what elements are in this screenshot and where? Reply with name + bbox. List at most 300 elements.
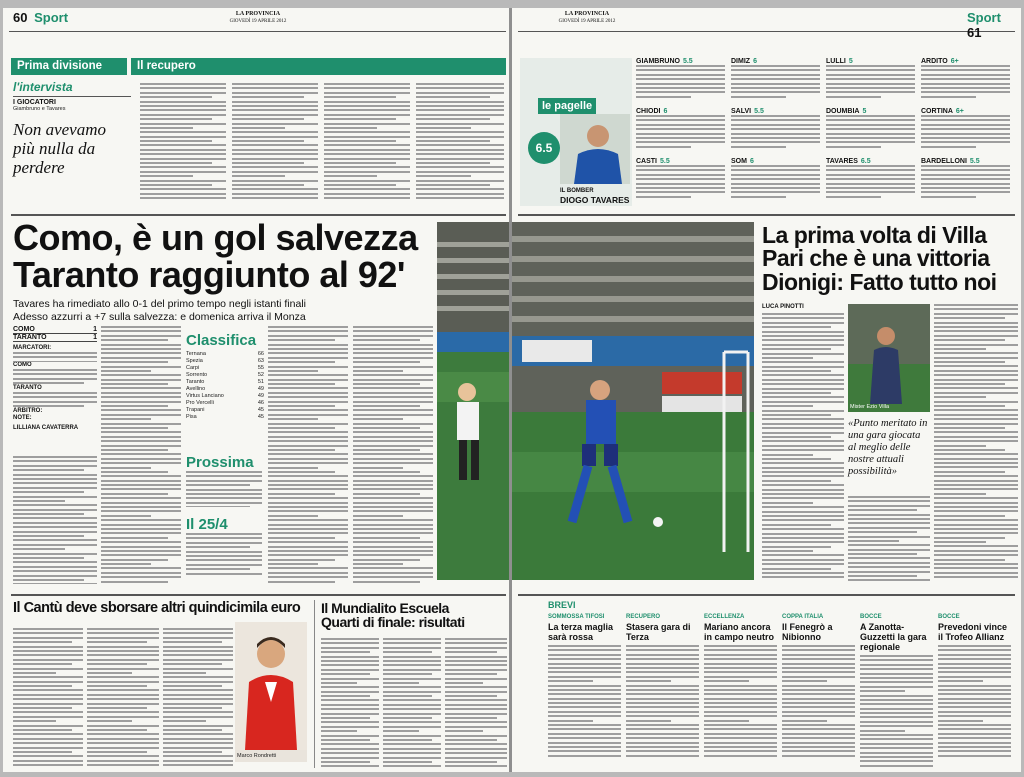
grade-heading: [826, 58, 915, 65]
text-line: [383, 686, 441, 688]
text-line: [163, 716, 233, 718]
portrait-caption: Marco Rondretti: [237, 753, 277, 759]
text-line: [87, 747, 159, 749]
text-line: [101, 374, 181, 376]
text-line: [938, 693, 1011, 695]
text-line: [934, 545, 1018, 547]
text-line: [163, 733, 233, 735]
text-line: [101, 414, 181, 416]
text-line: [636, 91, 725, 93]
text-line: [13, 405, 84, 407]
text-line: [626, 742, 699, 744]
next-round-text: [186, 471, 262, 507]
brief-text: [860, 655, 933, 772]
brief-kicker: RECUPERO: [626, 614, 661, 620]
text-line: [101, 405, 168, 407]
text-line: [321, 748, 379, 750]
text-line: [101, 409, 181, 411]
text-line: [782, 711, 855, 713]
text-line: [731, 115, 820, 117]
text-line: [548, 658, 621, 660]
text-line: [782, 706, 855, 708]
standings-points: 55: [257, 365, 264, 371]
text-line: [87, 650, 159, 652]
text-line: [626, 676, 699, 678]
text-line: [232, 197, 318, 199]
text-line: [445, 739, 497, 741]
text-line: [762, 440, 844, 442]
text-line: [826, 191, 915, 193]
text-line: [782, 733, 855, 735]
cantu-text: [163, 628, 233, 768]
text-line: [268, 339, 335, 341]
text-line: [762, 471, 844, 473]
text-line: [163, 659, 233, 661]
text-line: [268, 572, 348, 574]
text-line: [383, 704, 441, 706]
text-line: [87, 685, 147, 687]
text-line: [934, 365, 1018, 367]
topic-strap: [131, 58, 506, 75]
text-line: [782, 676, 855, 678]
text-line: [860, 743, 933, 745]
topic-label: Il recupero: [137, 60, 196, 72]
text-line: [383, 761, 432, 763]
text-line: [826, 65, 915, 67]
text-line: [186, 537, 262, 539]
match-photo: [512, 222, 754, 580]
text-line: [232, 136, 318, 138]
text-line: [324, 87, 410, 89]
text-line: [232, 188, 318, 190]
text-line: [353, 414, 433, 416]
standings-row: [186, 358, 264, 365]
text-line: [731, 96, 786, 98]
text-line: [353, 502, 433, 504]
text-line: [232, 175, 285, 177]
text-line: [140, 171, 226, 173]
text-line: [268, 357, 348, 359]
text-line: [731, 183, 820, 185]
text-line: [186, 506, 250, 507]
text-line: [353, 546, 433, 548]
league-label: Prima divisione: [17, 60, 103, 72]
text-line: [860, 716, 933, 718]
text-line: [13, 707, 72, 709]
text-line: [383, 735, 441, 737]
standings-points: 46: [257, 400, 264, 406]
text-line: [445, 656, 507, 658]
ratings-feature: [520, 58, 632, 206]
text-line: [353, 515, 403, 517]
text-line: [101, 392, 181, 394]
text-line: [186, 542, 262, 544]
text-line: [321, 699, 379, 701]
text-line: [921, 165, 1010, 167]
text-line: [101, 418, 151, 420]
text-line: [163, 646, 233, 648]
text-line: [101, 554, 181, 556]
text-line: [13, 535, 84, 537]
text-line: [762, 462, 844, 464]
interview-box: [13, 80, 131, 206]
text-line: [445, 699, 507, 701]
text-line: [353, 374, 433, 376]
text-line: [321, 761, 370, 763]
score-row-away: [13, 334, 97, 342]
cantu-text: [87, 628, 159, 768]
text-line: [704, 720, 749, 722]
text-line: [383, 664, 441, 666]
text-line: [548, 680, 593, 682]
text-line: [232, 184, 304, 186]
text-line: [353, 401, 433, 403]
text-line: [163, 654, 233, 656]
text-line: [934, 330, 1018, 332]
text-line: [101, 453, 181, 455]
text-line: [731, 78, 820, 80]
text-line: [268, 563, 318, 565]
text-line: [13, 747, 83, 749]
text-line: [353, 453, 433, 455]
text-line: [782, 680, 827, 682]
text-line: [860, 681, 933, 683]
text-line: [353, 418, 403, 420]
text-line: [826, 169, 915, 171]
text-line: [731, 141, 820, 143]
standings-row: [186, 372, 264, 379]
text-line: [921, 183, 1010, 185]
grade-player: BARDELLONI: [921, 158, 967, 165]
text-line: [163, 663, 222, 665]
text-line: [232, 149, 318, 151]
text-line: [268, 370, 318, 372]
standings-team: Carpi: [186, 365, 200, 371]
text-line: [13, 544, 97, 546]
text-line: [268, 458, 348, 460]
grade-entry: [826, 108, 915, 153]
text-line: [921, 191, 1010, 193]
away-team: TARANTO: [13, 334, 47, 341]
text-line: [762, 317, 844, 319]
brief-text: [626, 645, 699, 763]
text-line: [848, 509, 917, 511]
text-line: [938, 711, 1011, 713]
text-line: [383, 699, 441, 701]
text-line: [731, 165, 820, 167]
text-line: [383, 713, 441, 715]
text-line: [186, 497, 262, 499]
league-strap: [11, 58, 127, 75]
text-line: [762, 418, 844, 420]
text-line: [101, 339, 168, 341]
text-line: [704, 680, 749, 682]
lineup-text-away: [13, 392, 97, 408]
text-line: [268, 396, 348, 398]
text-line: [445, 669, 507, 671]
text-line: [13, 676, 83, 678]
article-byline: LILLIANA CAVATERRA: [13, 425, 79, 431]
text-line: [938, 742, 1011, 744]
scorers-text: [13, 352, 97, 362]
text-line: [934, 344, 1018, 346]
text-line: [762, 559, 844, 561]
text-line: [353, 484, 433, 486]
bottom-divider: [11, 594, 506, 596]
text-line: [938, 676, 1011, 678]
text-line: [762, 353, 844, 355]
text-line: [445, 642, 507, 644]
text-line: [101, 550, 181, 552]
grade-text: [731, 165, 820, 203]
home-team: COMO: [13, 326, 35, 333]
text-line: [268, 427, 335, 429]
text-line: [383, 717, 432, 719]
match-photo-left: [437, 222, 512, 580]
text-line: [163, 764, 233, 766]
text-line: [87, 738, 159, 740]
text-line: [163, 637, 233, 639]
brief-item: [938, 614, 1011, 763]
grade-text: [731, 115, 820, 153]
text-line: [548, 685, 621, 687]
text-line: [232, 144, 318, 146]
text-line: [826, 119, 915, 121]
text-line: [826, 178, 915, 180]
text-line: [762, 445, 844, 447]
text-line: [13, 553, 97, 555]
text-line: [324, 184, 396, 186]
text-line: [324, 127, 377, 129]
text-line: [704, 702, 777, 704]
text-line: [934, 418, 1018, 420]
text-line: [101, 445, 181, 447]
text-line: [101, 488, 181, 490]
text-line: [921, 124, 1010, 126]
text-line: [416, 96, 490, 98]
text-line: [548, 667, 621, 669]
text-line: [232, 140, 304, 142]
text-line: [383, 752, 441, 754]
masthead: [532, 11, 642, 25]
grade-value: 6: [749, 158, 754, 165]
text-line: [762, 537, 844, 539]
text-line: [636, 141, 725, 143]
grade-heading: [636, 158, 725, 165]
text-line: [268, 445, 348, 447]
text-line: [416, 188, 504, 190]
brief-title: Il Fenegrò a Nibionno: [782, 622, 833, 642]
text-line: [860, 730, 905, 732]
text-line: [87, 632, 159, 634]
text-line: [848, 500, 930, 502]
text-line: [548, 728, 621, 730]
text-line: [186, 502, 262, 504]
text-line: [353, 488, 433, 490]
text-line: [860, 655, 933, 657]
text-line: [921, 178, 1010, 180]
text-line: [626, 693, 699, 695]
text-line: [268, 414, 348, 416]
text-line: [704, 737, 777, 739]
section-name: Sport: [967, 10, 1001, 25]
text-line: [626, 733, 699, 735]
text-line: [934, 313, 1018, 315]
text-line: [353, 352, 433, 354]
text-line: [140, 83, 226, 85]
text-line: [704, 715, 777, 717]
grade-heading: [731, 108, 820, 115]
text-line: [938, 680, 983, 682]
grade-player: DOUMBIA: [826, 108, 860, 115]
text-line: [704, 750, 777, 752]
text-line: [762, 326, 831, 328]
text-line: [704, 645, 777, 647]
text-line: [782, 737, 855, 739]
text-line: [101, 475, 181, 477]
text-line: [324, 188, 410, 190]
grade-heading: [826, 158, 915, 165]
text-line: [268, 366, 348, 368]
text-line: [934, 383, 1005, 385]
text-line: [268, 532, 348, 534]
standings-row: [186, 379, 264, 386]
text-line: [921, 91, 1010, 93]
text-line: [268, 550, 348, 552]
section-divider: [11, 214, 506, 216]
text-line: [324, 171, 410, 173]
main-headline-line2: Taranto raggiunto al 92': [13, 253, 405, 295]
text-line: [848, 536, 930, 538]
text-line: [13, 382, 84, 384]
text-line: [938, 746, 1011, 748]
text-line: [848, 553, 917, 555]
standings-points: 66: [257, 351, 264, 357]
text-line: [101, 559, 168, 561]
text-line: [626, 649, 699, 651]
cantu-text: [13, 628, 83, 768]
text-line: [140, 193, 226, 195]
grade-text: [826, 115, 915, 153]
text-line: [268, 475, 348, 477]
grade-text: [826, 165, 915, 203]
text-line: [101, 370, 151, 372]
text-line: [416, 109, 504, 111]
standings-row: [186, 414, 264, 421]
text-line: [934, 458, 1018, 460]
text-line: [934, 317, 1005, 319]
text-line: [353, 510, 433, 512]
text-line: [13, 548, 65, 550]
text-line: [87, 646, 159, 648]
interview-kicker: l'intervista: [13, 80, 73, 94]
text-line: [101, 471, 168, 473]
text-line: [782, 685, 855, 687]
text-line: [762, 576, 844, 578]
grade-player: CORTINA: [921, 108, 953, 115]
text-line: [13, 672, 56, 674]
text-line: [140, 118, 212, 120]
text-line: [87, 628, 159, 630]
text-line: [13, 760, 83, 762]
text-line: [860, 721, 933, 723]
standings-row: [186, 393, 264, 400]
coach-photo-image: [848, 304, 930, 412]
text-line: [163, 694, 233, 696]
text-line: [353, 467, 403, 469]
brief-title: A Zanotta-Guzzetti la gara regionale: [860, 622, 927, 652]
text-line: [416, 87, 504, 89]
text-line: [383, 678, 441, 680]
text-line: [13, 460, 97, 462]
next-round-title: Prossima: [186, 454, 254, 471]
text-line: [762, 449, 844, 451]
text-line: [762, 344, 844, 346]
text-line: [762, 374, 844, 376]
text-line: [782, 654, 855, 656]
text-line: [762, 348, 831, 350]
text-line: [140, 105, 226, 107]
grade-value: 5.5: [682, 58, 693, 65]
brevi-header: BREVI: [548, 600, 576, 610]
text-line: [324, 175, 377, 177]
text-line: [321, 638, 379, 640]
text-line: [383, 647, 441, 649]
text-line: [731, 146, 786, 148]
text-line: [353, 379, 433, 381]
text-line: [826, 196, 881, 198]
grade-entry: [731, 58, 820, 103]
text-line: [186, 493, 262, 495]
text-line: [416, 175, 471, 177]
text-line: [762, 335, 844, 337]
text-line: [353, 532, 433, 534]
stadium-photo-left: [437, 222, 512, 580]
text-line: [704, 755, 777, 757]
text-line: [548, 676, 621, 678]
text-line: [626, 746, 699, 748]
brief-item: [626, 614, 699, 763]
text-line: [13, 478, 97, 480]
brief-kicker: COPPA ITALIA: [782, 614, 824, 620]
text-line: [268, 537, 335, 539]
player-photo: [560, 114, 630, 184]
text-line: [762, 405, 813, 407]
lineup-label-home: COMO: [13, 362, 32, 368]
text-line: [731, 178, 820, 180]
text-line: [704, 733, 777, 735]
text-line: [636, 83, 725, 85]
next-round-box: [186, 454, 264, 514]
bottom-divider: [518, 594, 1015, 596]
text-line: [626, 728, 699, 730]
standings-points: 45: [257, 414, 264, 420]
text-line: [938, 724, 1011, 726]
text-line: [762, 568, 831, 570]
text-line: [13, 725, 83, 727]
text-line: [416, 166, 504, 168]
text-line: [353, 493, 420, 495]
text-line: [934, 484, 1018, 486]
text-line: [704, 667, 777, 669]
grade-value: 5: [862, 108, 867, 115]
text-line: [324, 180, 410, 182]
mundialito-text: [321, 638, 379, 768]
text-line: [101, 440, 181, 442]
text-line: [636, 146, 691, 148]
text-line: [13, 742, 83, 744]
text-line: [324, 114, 410, 116]
